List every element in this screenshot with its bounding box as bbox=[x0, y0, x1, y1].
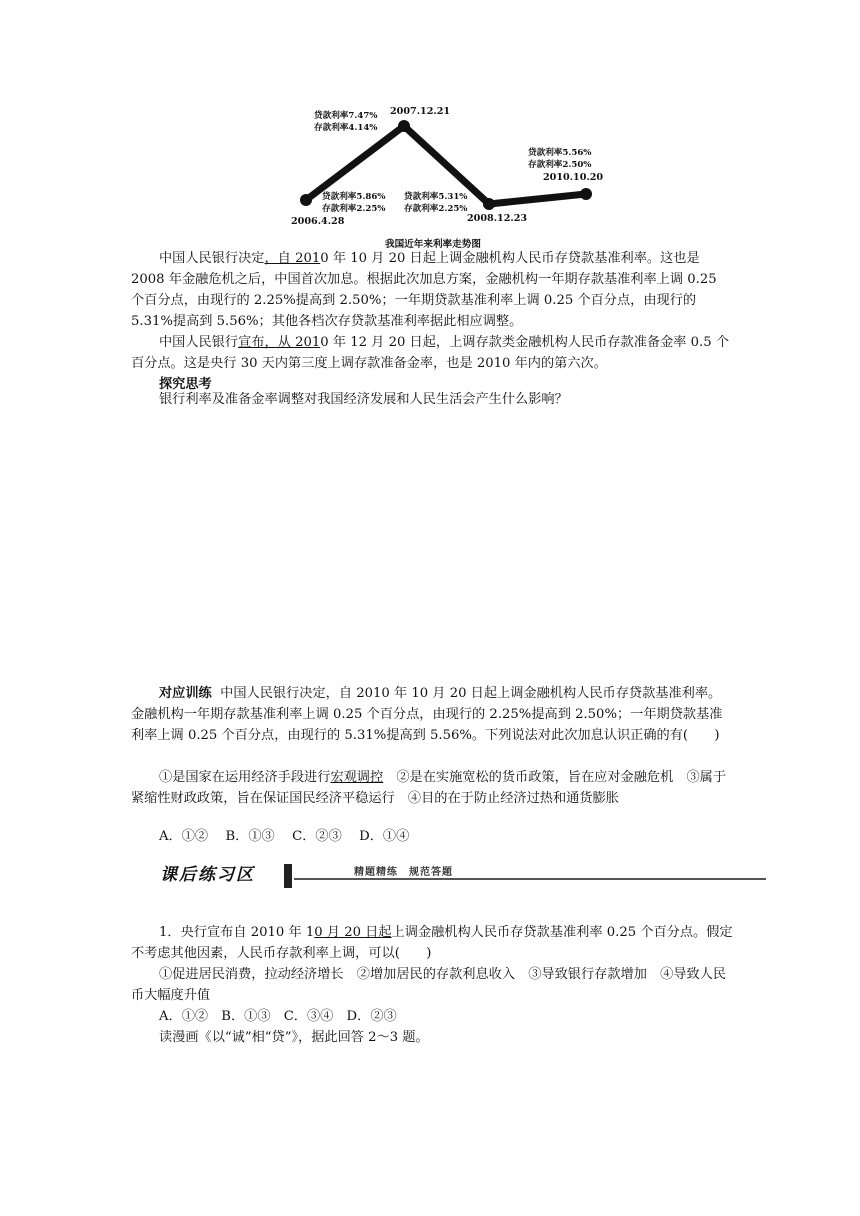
question-1-options: ①促进居民消费，拉动经济增长 ②增加居民的存款利息收入 ③导致银行存款增加 ④导致人民币大幅度升值 bbox=[131, 967, 727, 1003]
point-2010 bbox=[580, 188, 592, 200]
question-1-choices: A．①② B．①③ C．③④ D．②③ bbox=[159, 1009, 397, 1024]
practice-question: 对应训练 中国人民银行决定，自 2010 年 10 月 20 日起上调金融机构人民币存贷款基准利率。金融机构一年期存款基准利率上调 0.25 个百分点，由现行的 2.25%提高到 2.50%；一年期贷款基准利率上调 0.25 个百分点，由现行的 5.31%提高到 5.56%。下列说法对此次加息认识正确的有( ) bbox=[131, 686, 723, 743]
deposit-rate-label: 存款利率2.50% bbox=[528, 160, 592, 170]
practice-label: 对应训练 bbox=[159, 686, 212, 701]
loan-rate-label: 贷款利率5.31% bbox=[404, 192, 468, 202]
section-banner bbox=[160, 860, 766, 890]
loan-rate-label: 贷款利率7.47% bbox=[314, 111, 378, 121]
section-title: 课后练习区 bbox=[160, 860, 285, 890]
point-2008 bbox=[483, 198, 495, 210]
date-label: 2006.4.28 bbox=[291, 216, 345, 227]
deposit-rate-label: 存款利率2.25% bbox=[404, 204, 468, 214]
practice-choices: A．①② B．①③ C．②③ D．①④ bbox=[159, 829, 410, 844]
banner-rule bbox=[294, 878, 766, 880]
deposit-rate-label: 存款利率4.14% bbox=[314, 123, 378, 133]
question-1-stem: 1．央行宣布自 2010 年 10 月 20 日起上调金融机构人民币存贷款基准利率 0.25 个百分点。假定不考虑其他因素，人民币存款利率上调，可以( ) bbox=[131, 925, 733, 961]
point-2006 bbox=[300, 194, 312, 206]
point-2007 bbox=[398, 120, 410, 132]
figure-caption: 我国近年来利率走势图 bbox=[385, 239, 481, 250]
inquiry-heading: 探究思考 bbox=[159, 377, 212, 392]
material-paragraph-1: 中国人民银行决定，自 2010 年 10 月 20 日起上调金融机构人民币存贷款基准利率。这也是 2008 年金融危机之后，中国首次加息。根据此次加息方案，金融机构一年期存款基准利率上调 0.25 个百分点，由现行的 2.25%提高到 2.50%；一年期贷款基准利率上调 0.25 个百分点，由现行的 5.31%提高到 5.56%；其他各档次存贷款基准利率据此相应调整。 bbox=[131, 251, 717, 329]
banner-bar bbox=[284, 864, 292, 888]
deposit-rate-label: 存款利率2.25% bbox=[322, 204, 386, 214]
material-paragraph-2: 中国人民银行宣布，从 2010 年 12 月 20 日起，上调存款类金融机构人民币存款准备金率 0.5 个百分点。这是央行 30 天内第三度上调存款准备金率，也是 2010 年内的第六次。 bbox=[131, 335, 730, 371]
loan-rate-label: 贷款利率5.56% bbox=[528, 148, 592, 158]
section-subtitle: 精题精练 规范答题 bbox=[354, 867, 453, 878]
followup-instruction: 读漫画《以“诚”相“贷”》，据此回答 2～3 题。 bbox=[159, 1030, 429, 1045]
date-label: 2010.10.20 bbox=[543, 172, 604, 183]
loan-rate-label: 贷款利率5.86% bbox=[322, 192, 386, 202]
practice-options: ①是国家在运用经济手段进行宏观调控 ②是在实施宽松的货币政策，旨在应对金融危机 ③属于紧缩性财政政策，旨在保证国民经济平稳运行 ④目的在于防止经济过热和通货膨胀 bbox=[131, 770, 727, 806]
date-label: 2008.12.23 bbox=[467, 213, 528, 224]
date-label: 2007.12.21 bbox=[390, 106, 451, 117]
inquiry-question: 银行利率及准备金率调整对我国经济发展和人民生活会产生什么影响？ bbox=[159, 392, 568, 407]
